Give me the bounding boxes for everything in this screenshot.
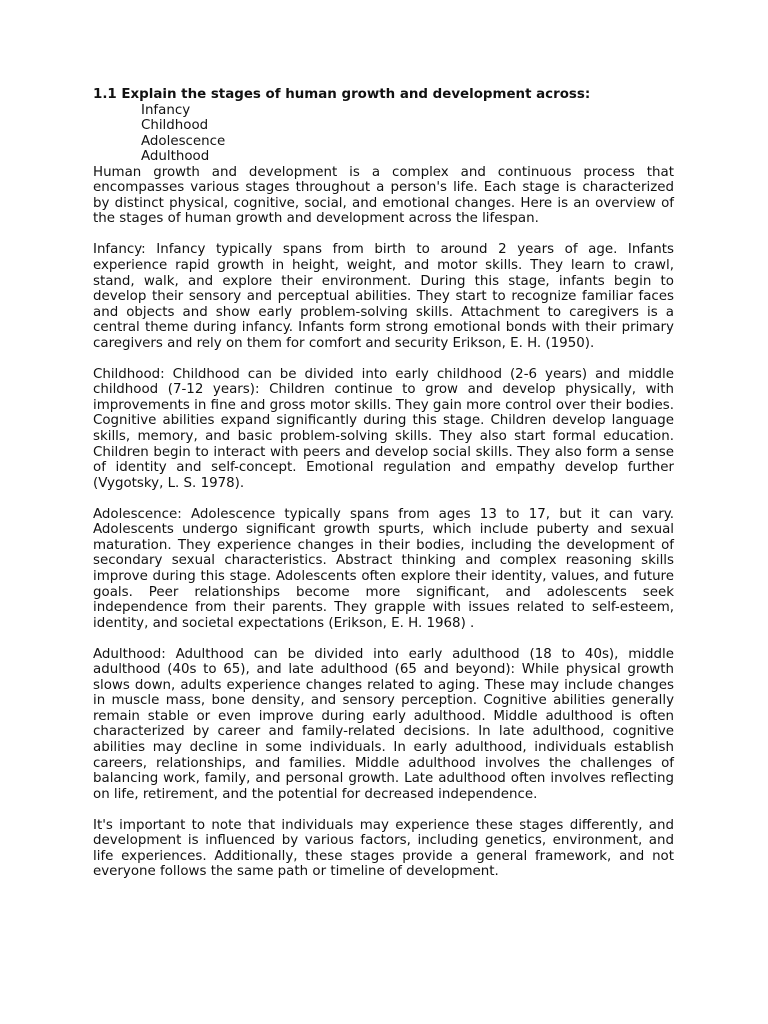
stage-item-childhood: Childhood	[141, 118, 209, 134]
stage-item-infancy: Infancy	[141, 102, 191, 118]
stage-item-adulthood: Adulthood	[141, 149, 210, 165]
infancy-paragraph: Infancy: Infancy typically spans from birth to around 2 years of age. Infants experience rapid growth in height, weight, and motor skills. They learn to crawl, stand, walk, and explore their environment. During this stage, infants begin to develop their sensory and perceptual abilities. They start to recognize familiar faces and objects and show early problem-solving skills. Attachment to caregivers is a central theme during infancy. Infants form strong emotional bonds with their primary caregivers and rely on them for comfort and security Erikson, E. H. (1950).	[93, 242, 674, 351]
intro-paragraph: Human growth and development is a complex and continuous process that encompasses various stages throughout a person's life. Each stage is characterized by distinct physical, cognitive, social, and emotional changes. Here is an overview of the stages of human growth and development across the lifespan.	[93, 164, 674, 227]
stage-list	[93, 103, 674, 165]
childhood-paragraph: Childhood: Childhood can be divided into early childhood (2-6 years) and middle childhood (7-12 years): Children continue to grow and develop physically, with improvements in fine and gross motor skills. They gain more control over their bodies. Cognitive abilities expand significantly during this stage. Children develop language skills, memory, and basic problem-solving skills. They also start formal education. Children begin to interact with peers and develop social skills. They also form a sense of identity and self-concept. Emotional regulation and empathy develop further (Vygotsky, L. S. 1978).	[93, 366, 674, 491]
conclusion-paragraph: It's important to note that individuals may experience these stages differently, and development is influenced by various factors, including genetics, environment, and life experiences. Additionally, these stages provide a general framework, and not everyone follows the same path or timeline of development.	[93, 817, 674, 880]
stage-item-adolescence: Adolescence	[141, 133, 226, 149]
section-heading: 1.1 Explain the stages of human growth and development across:	[93, 87, 591, 102]
adulthood-paragraph: Adulthood: Adulthood can be divided into early adulthood (18 to 40s), middle adulthood (40s to 65), and late adulthood (65 and beyond): While physical growth slows down, adults experience changes related to aging. These may include changes in muscle mass, bone density, and sensory perception. Cognitive abilities generally remain stable or even improve during early adulthood. Middle adulthood is often characterized by career and family-related decisions. In late adulthood, cognitive abilities may decline in some individuals. In early adulthood, individuals establish careers, relationships, and families. Middle adulthood involves the challenges of balancing work, family, and personal growth. Late adulthood often involves reflecting on life, retirement, and the potential for decreased independence.	[93, 646, 674, 802]
adolescence-paragraph: Adolescence: Adolescence typically spans from ages 13 to 17, but it can vary. Adolescents undergo significant growth spurts, which include puberty and sexual maturation. They experience changes in their bodies, including the development of secondary sexual characteristics. Abstract thinking and complex reasoning skills improve during this stage. Adolescents often explore their identity, values, and future goals. Peer relationships become more significant, and adolescents seek independence from their parents. They grapple with issues related to self-esteem, identity, and societal expectations (Erikson, E. H. 1968) .	[93, 506, 674, 631]
document-page	[93, 87, 674, 895]
